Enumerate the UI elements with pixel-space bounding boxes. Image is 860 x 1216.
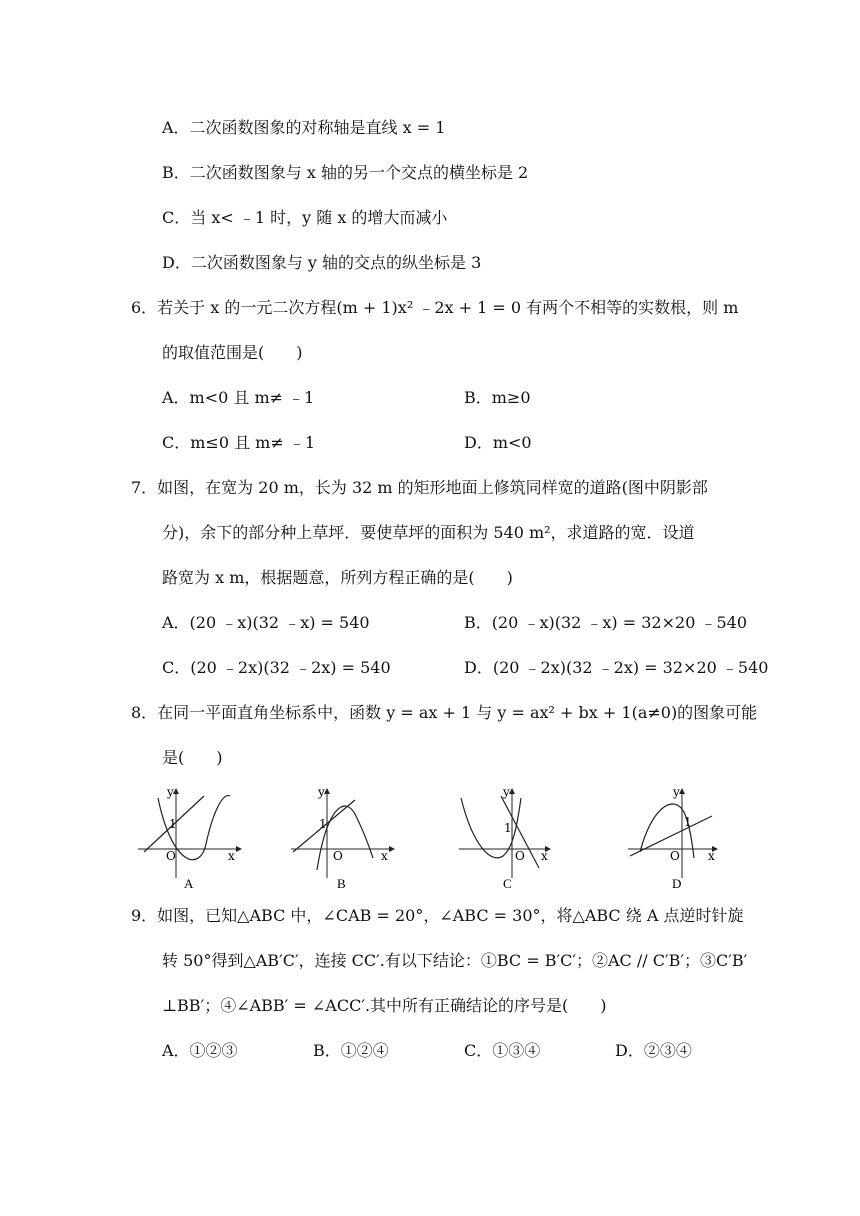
q6-option-d: D．m<0 — [464, 433, 532, 452]
graph-c — [457, 786, 563, 892]
q7-option-b: B．(20 ﹣x)(32 ﹣x) = 32×20 ﹣540 — [464, 613, 747, 632]
graph-a — [136, 786, 242, 892]
q7-option-c: C．(20 ﹣2x)(32 ﹣2x) = 540 — [162, 658, 391, 677]
q9-option-b: B．①②④ — [313, 1041, 389, 1060]
graph-b-y-label: y — [318, 786, 325, 799]
q7-option-a: A．(20 ﹣x)(32 ﹣x) = 540 — [162, 613, 370, 632]
graph-d-y-label: y — [673, 786, 680, 799]
q9-option-d: D．②③④ — [615, 1041, 692, 1060]
graph-a-caption: A — [184, 876, 194, 891]
graph-a-x-label: x — [228, 849, 235, 863]
q9-stem-line-3: ⊥BB′；④∠ABB′ = ∠ACC′.其中所有正确结论的序号是( ) — [162, 996, 607, 1015]
q5-option-c: C．当 x< ﹣1 时，y 随 x 的增大而减小 — [162, 208, 448, 227]
graph-a-y-label: y — [167, 786, 174, 799]
q8-stem-line-2: 是( ) — [162, 748, 223, 767]
graph-a-origin: O — [166, 849, 176, 863]
q7-stem-line-1: 7．如图，在宽为 20 m，长为 32 m 的矩形地面上修筑同样宽的道路(图中阴影部 — [131, 478, 708, 497]
q6-option-a: A．m<0 且 m≠ ﹣1 — [162, 388, 315, 407]
q9-option-c: C．①③④ — [464, 1041, 541, 1060]
q9-option-a: A．①②③ — [162, 1041, 238, 1060]
graph-b-intercept: 1 — [319, 817, 327, 831]
graph-c-x-label: x — [541, 849, 548, 863]
graph-b-caption: B — [337, 876, 346, 891]
graph-d — [626, 786, 732, 892]
q7-stem-line-3: 路宽为 x m，根据题意，所列方程正确的是( ) — [162, 568, 513, 587]
q9-stem-line-2: 转 50°得到△AB′C′，连接 CC′.有以下结论：①BC = B′C′；②AC // C′B′；③C′B′ — [162, 951, 748, 970]
q5-option-a: A．二次函数图象的对称轴是直线 x = 1 — [162, 118, 446, 137]
q5-option-b: B．二次函数图象与 x 轴的另一个交点的横坐标是 2 — [162, 163, 529, 182]
graph-d-caption: D — [672, 876, 682, 891]
q6-option-b: B．m≥0 — [464, 388, 531, 407]
q6-option-c: C．m≤0 且 m≠ ﹣1 — [162, 433, 316, 452]
graph-c-y-label: y — [503, 786, 510, 799]
q7-stem-line-2: 分)，余下的部分种上草坪．要使草坪的面积为 540 m²，求道路的宽．设道 — [162, 523, 695, 542]
graph-c-caption: C — [503, 876, 512, 891]
q7-option-d: D．(20 ﹣2x)(32 ﹣2x) = 32×20 ﹣540 — [464, 658, 769, 677]
q9-stem-line-1: 9．如图，已知△ABC 中，∠CAB = 20°，∠ABC = 30°，将△ABC 绕 A 点逆时针旋 — [131, 906, 744, 925]
graph-b — [289, 786, 395, 892]
q5-option-d: D．二次函数图象与 y 轴的交点的纵坐标是 3 — [162, 253, 482, 272]
graph-d-origin: O — [670, 849, 680, 863]
q6-stem-line-1: 6．若关于 x 的一元二次方程(m + 1)x² ﹣2x + 1 = 0 有两个不相等的实数根，则 m — [131, 298, 739, 317]
graph-d-x-label: x — [708, 849, 715, 863]
graph-c-origin: O — [515, 849, 525, 863]
q6-stem-line-2: 的取值范围是( ) — [162, 343, 303, 362]
q8-stem-line-1: 8．在同一平面直角坐标系中，函数 y = ax + 1 与 y = ax² + bx + 1(a≠0)的图象可能 — [131, 703, 758, 722]
graph-c-intercept: 1 — [504, 821, 512, 835]
graph-d-intercept: 1 — [684, 815, 692, 829]
graph-a-intercept: 1 — [169, 817, 177, 831]
graph-b-origin: O — [333, 849, 343, 863]
graph-b-x-label: x — [381, 849, 388, 863]
